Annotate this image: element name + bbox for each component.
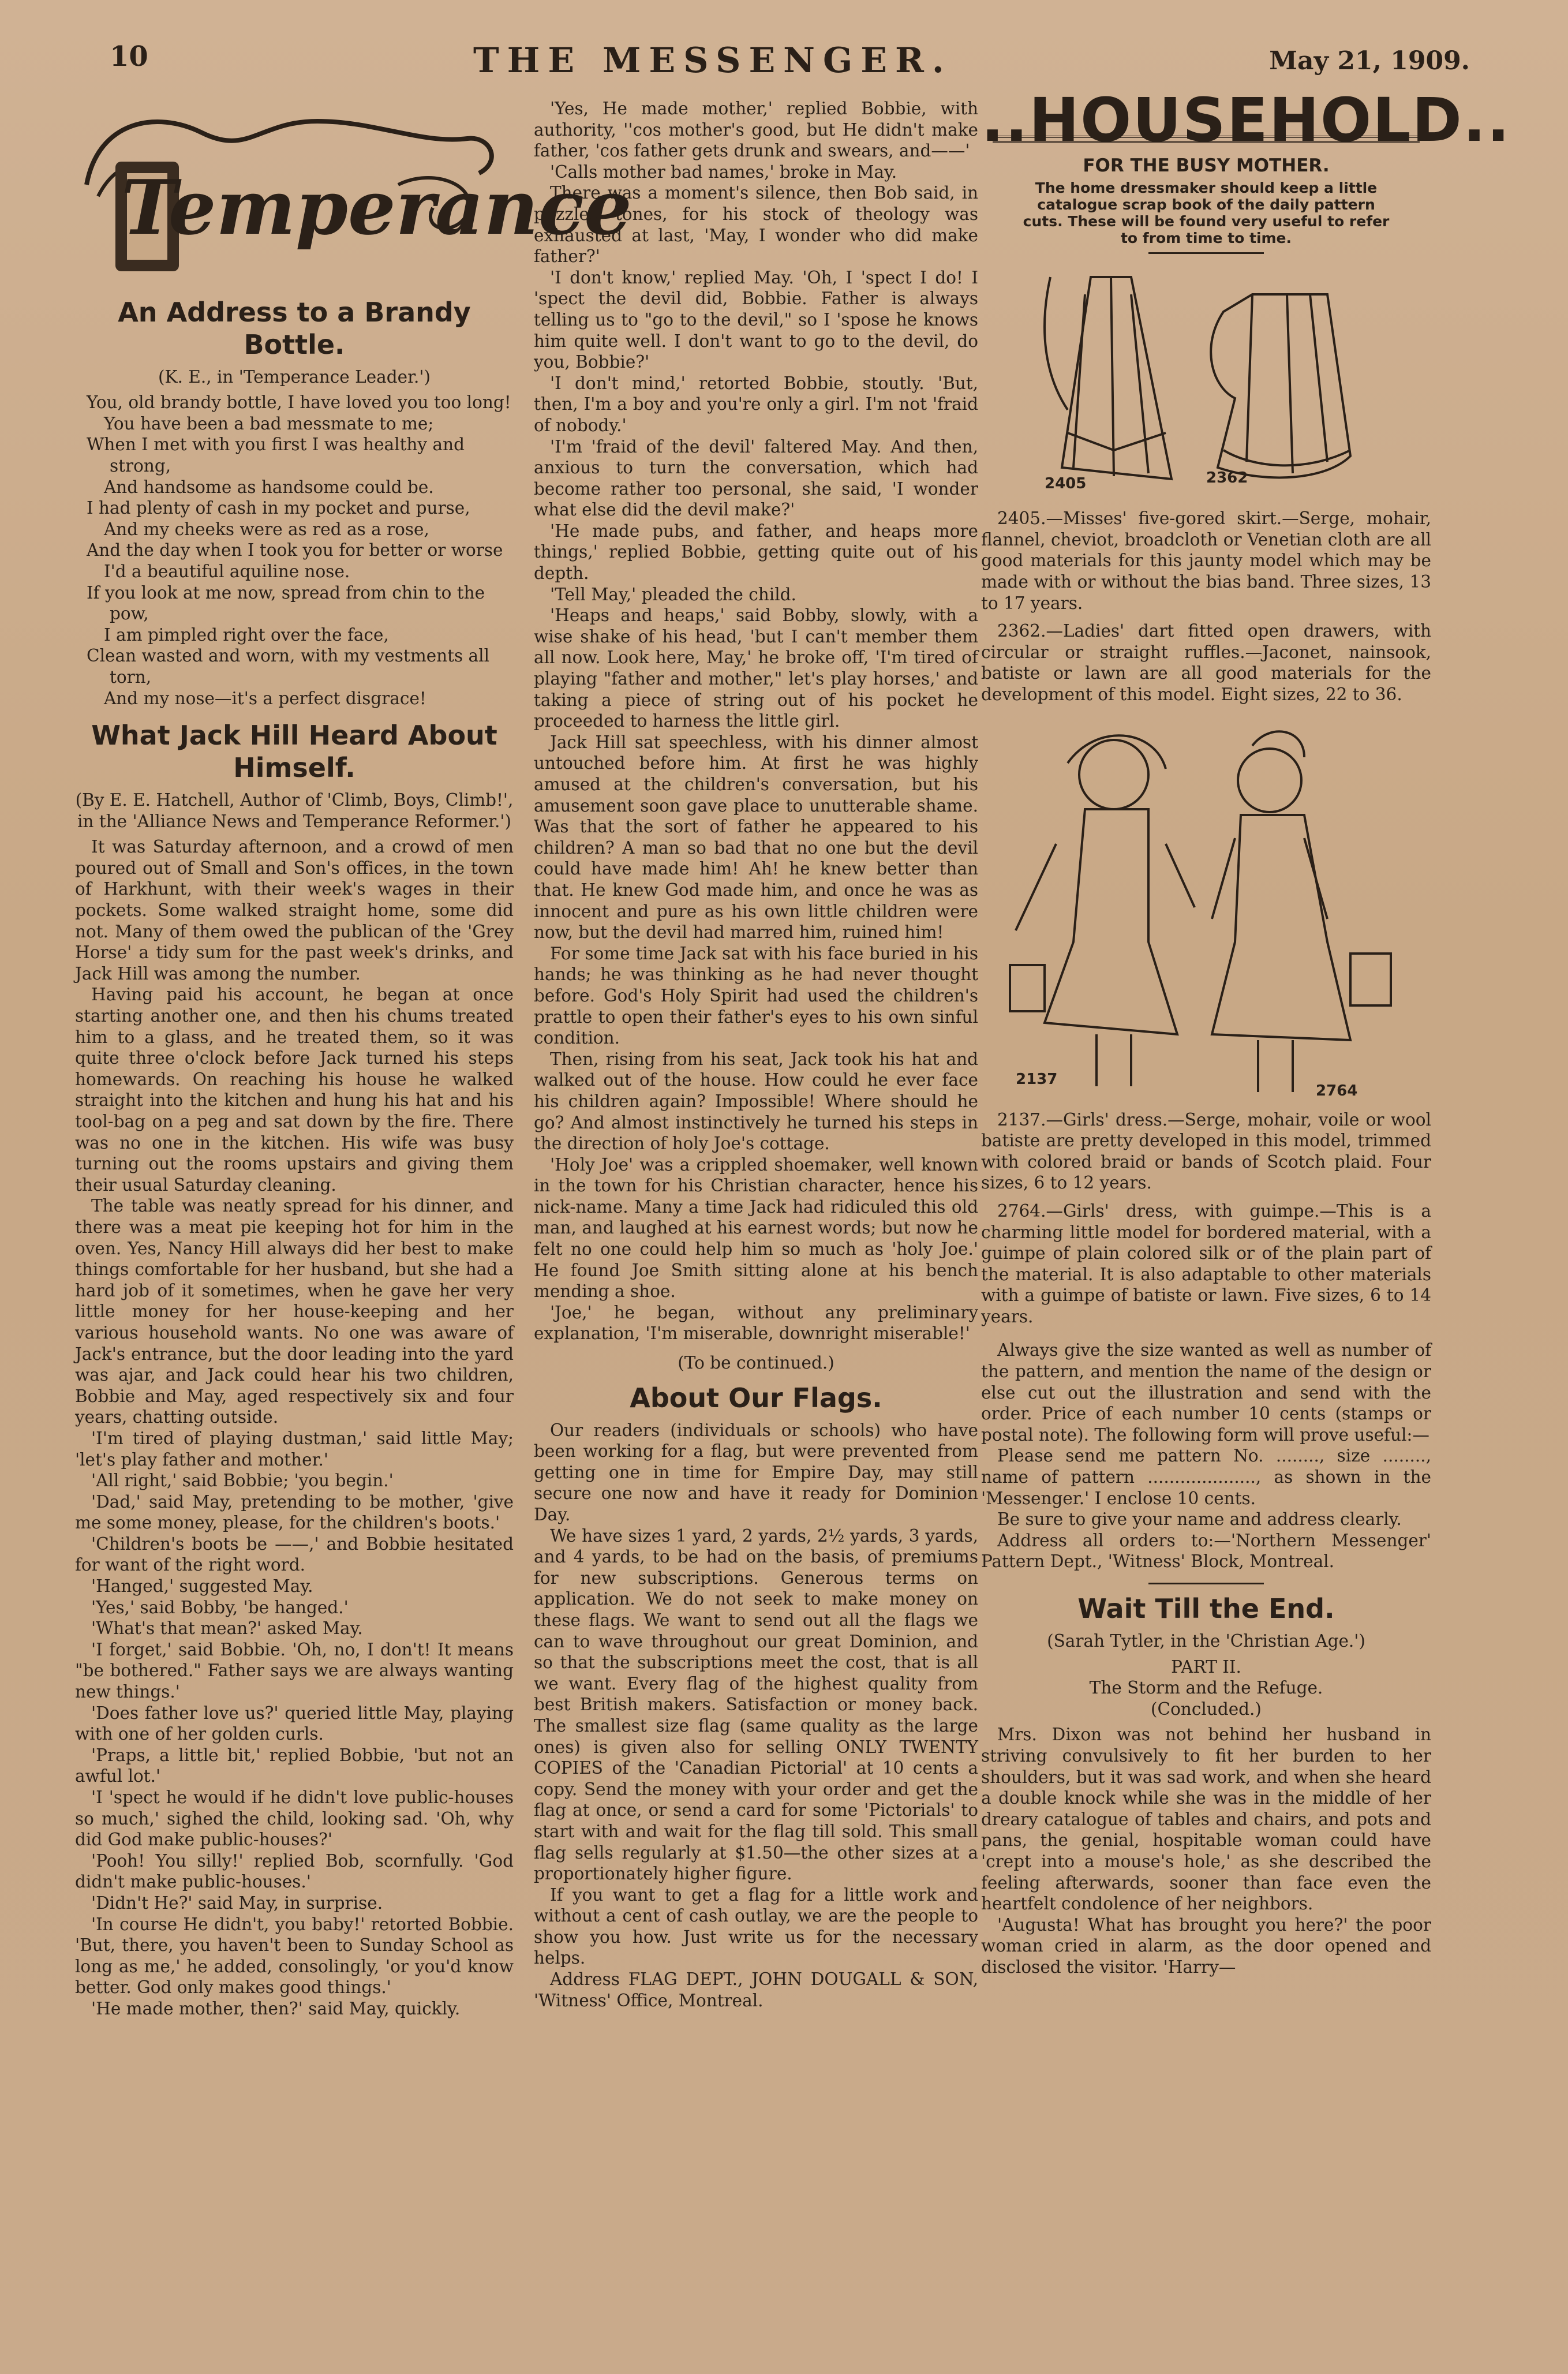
paragraph: There was a moment's silence, then Bob said, in puzzled tones, for his stock of theology was exhausted at last, 'May, I wonder who did make father?' bbox=[534, 183, 978, 267]
paragraph: The table was neatly spread for his dinner, and there was a meat pie keeping hot for him in the oven. Yes, Nancy Hill always did her best to make things comfortable for her husband, but she had a hard job of it sometimes, when he gave her very little money for her house-keeping and her various household wants. No one was aware of Jack's entrance, but the door leading into the yard was ajar, and Jack could hear his two children, Bobbie and May, aged respectively six and four years, chatting outside. bbox=[75, 1196, 514, 1427]
paragraph: 'He made pubs, and father, and heaps more things,' replied Bobbie, getting quite out of his depth. bbox=[534, 521, 978, 584]
paragraph: 'Pooh! You silly!' replied Bob, scornfully. 'God didn't make public-houses.' bbox=[75, 1850, 514, 1892]
page-header bbox=[104, 40, 1470, 87]
paragraph: 'Does father love us?' queried little May, playing with one of her golden curls. bbox=[75, 1703, 514, 1744]
pattern-drawing bbox=[981, 260, 1431, 502]
paragraph: 'I'm 'fraid of the devil' faltered May. And then, anxious to turn the conversation, which had become rather too personal, she said, 'I wonder what else did the devil make?' bbox=[534, 436, 978, 520]
order-instructions bbox=[981, 1340, 1431, 1572]
wait-title: Wait Till the End. bbox=[1077, 1593, 1335, 1624]
paragraph: 'Yes, He made mother,' replied Bobbie, with authority, ''cos mother's good, but He didn't make father, 'cos father gets drunk and swears, and——' bbox=[534, 99, 978, 161]
issue-date: May 21, 1909. bbox=[1269, 46, 1470, 76]
paper-title: THE MESSENGER. bbox=[473, 40, 952, 81]
paragraph: Our readers (individuals or schools) who have been working for a flag, but were prevented from getting one in time for Empire Day, may still secure one now and have it ready for Dominion Day. bbox=[534, 1420, 978, 1524]
poem-line: And the day when I took you for better or worse bbox=[87, 540, 503, 560]
poem-line: And my cheeks were as red as a rose, bbox=[104, 519, 429, 539]
paragraph: 'Augusta! What has brought you here?' the poor woman cried in alarm, as the door opened and disclosed the visitor. 'Harry— bbox=[981, 1915, 1431, 1977]
skirt-illustration bbox=[981, 260, 1431, 502]
paragraph: 'I forget,' said Bobbie. 'Oh, no, I don't! It means "be bothered." Father says we are always wanting new things.' bbox=[75, 1639, 514, 1702]
story-title: What Jack Hill Heard About Himself. bbox=[91, 720, 497, 784]
paragraph: Please send me pattern No. ........, size ........, name of pattern ...................., as shown in the 'Messenger.' I enclose 10 cents. bbox=[981, 1446, 1431, 1508]
column-2 bbox=[534, 98, 978, 2011]
logo-text: Temperance bbox=[121, 163, 632, 252]
paragraph: 'Yes,' said Bobby, 'be hanged.' bbox=[91, 1597, 349, 1617]
page-number: 10 bbox=[110, 40, 148, 73]
paragraph: 'Dad,' said May, pretending to be mother, 'give me some money, please, for the children's boots.' bbox=[75, 1491, 514, 1533]
paragraph: 'Joe,' he began, without any preliminary explanation, 'I'm miserable, downright miserable!' bbox=[534, 1302, 978, 1344]
poem-title: An Address to a Brandy Bottle. bbox=[118, 296, 471, 360]
paragraph: 'I don't mind,' retorted Bobbie, stoutly. 'But, then, I'm a boy and you're only a girl. I'm not 'fraid of nobody.' bbox=[534, 373, 978, 435]
paragraph: It was Saturday afternoon, and a crowd of men poured out of Small and Son's offices, in the town of Harkhunt, with their week's wages in their pockets. Some walked straight home, some did not. Many of them owed the publican of the 'Grey Horse' a tidy sum for the past week's drinks, and Jack Hill was among the number. bbox=[75, 837, 514, 984]
paragraph: For some time Jack sat with his face buried in his hands; he was thinking as he had never thought before. God's Holy Spirit had used the children's prattle to open their father's eyes to his own sinful condition. bbox=[534, 943, 978, 1048]
wait-subtitle: The Storm and the Refuge. bbox=[1089, 1678, 1323, 1698]
paragraph: 'Praps, a little bit,' replied Bobbie, 'but not an awful lot.' bbox=[75, 1745, 514, 1786]
paragraph: 'Children's boots be ——,' and Bobbie hesitated for want of the right word. bbox=[75, 1534, 514, 1575]
poem-byline: (K. E., in 'Temperance Leader.') bbox=[158, 367, 431, 387]
poem-line: You, old brandy bottle, I have loved you too long! bbox=[87, 392, 511, 413]
wait-body bbox=[981, 1724, 1431, 1977]
paragraph: 'Heaps and heaps,' said Bobby, slowly, with a wise shake of his head, 'but I can't member them all now. Look here, May,' he broke off, 'I'm tired of playing "father and mother," let's play horses,' and taking a piece of string out of his pocket he proceeded to harness the little girl. bbox=[534, 605, 978, 731]
paragraph: Then, rising from his seat, Jack took his hat and walked out of the house. How could he ever face his children again? Impossible! Where should he go? And almost instinctively he turned his steps in the direction of holy Joe's cottage. bbox=[534, 1049, 978, 1154]
poem-line: I am pimpled right over the face, bbox=[104, 625, 389, 645]
poem-line: Clean wasted and worn, with my vestments all torn, bbox=[87, 646, 490, 687]
wait-part: PART II. bbox=[1171, 1657, 1241, 1677]
paragraph: 'Tell May,' pleaded the child. bbox=[550, 584, 796, 604]
paragraph: 2362.—Ladies' dart fitted open drawers, with circular or straight ruffles.—Jaconet, nainsook, batiste or lawn are all good materials for the development of this model. Eight sizes, 22 to 36. bbox=[981, 621, 1431, 704]
busy-mother-subhead: FOR THE BUSY MOTHER. bbox=[1083, 155, 1330, 176]
paragraph: 'Hanged,' suggested May. bbox=[91, 1576, 313, 1597]
poem-line: I'd a beautiful aquiline nose. bbox=[104, 561, 350, 581]
story-body bbox=[75, 836, 514, 2019]
paragraph: Having paid his account, he began at once starting another one, and then his chums treated him to a glass, and he treated them, so it was quite three o'clock before Jack turned his steps homewards. On reaching his house he walked straight into the kitchen and hung his hat and his tool-bag on a peg and sat down by the fire. There was no one in the kitchen. His wife was busy turning out the rooms upstairs and giving them their usual Saturday cleaning. bbox=[75, 985, 514, 1195]
dressmaker-tip: The home dressmaker should keep a little catalogue scrap book of the daily pattern cuts. These will be found very useful to refer to from time to time. bbox=[1023, 180, 1390, 247]
poem-line: If you look at me now, spread from chin to the pow, bbox=[87, 582, 485, 624]
paragraph: 2405.—Misses' five-gored skirt.—Serge, mohair, flannel, cheviot, broadcloth or Venetian cloth are all good materials for this jaunty model which may be made with or without the bias band. Three sizes, 13 to 17 years. bbox=[981, 509, 1431, 613]
paragraph: Always give the size wanted as well as number of the pattern, and mention the name of the design or else cut out the illustration and send with the order. Price of each number 10 cents (stamps or postal note). The following form will prove useful:— bbox=[981, 1340, 1431, 1445]
paragraph: 'All right,' said Bobbie; 'you begin.' bbox=[91, 1471, 394, 1491]
paragraph: 'Didn't He?' said May, in surprise. bbox=[91, 1893, 383, 1913]
paragraph: Be sure to give your name and address clearly. bbox=[997, 1509, 1402, 1530]
poem-line: When I met with you first I was healthy and strong, bbox=[87, 435, 465, 476]
paragraph: Address all orders to:—'Northern Messenger' Pattern Dept., 'Witness' Block, Montreal. bbox=[981, 1530, 1431, 1572]
paragraph: 2764.—Girls' dress, with guimpe.—This is a charming little model for bordered material, with a guimpe of plain colored silk or of the plain part of the material. It is also adaptable to other materials with a guimpe of batiste or lawn. Five sizes, 6 to 14 years. bbox=[981, 1201, 1431, 1326]
poem-line: You have been a bad messmate to me; bbox=[104, 413, 434, 433]
paragraph: 'He made mother, then?' said May, quickly. bbox=[91, 1998, 461, 2018]
wait-concluded: (Concluded.) bbox=[1151, 1699, 1262, 1719]
temperance-logo bbox=[75, 98, 632, 283]
paragraph: 'I 'spect he would if he didn't love public-houses so much,' sighed the child, looking sad. 'Oh, why did God make public-houses?' bbox=[75, 1788, 514, 1850]
paragraph: 'Calls mother bad names,' broke in May. bbox=[550, 162, 897, 182]
figure-label: 2362 bbox=[1206, 469, 1248, 487]
poem bbox=[75, 392, 514, 709]
paragraph: 'Holy Joe' was a crippled shoemaker, well known in the town for his Christian character, hence his nick-name. Many a time Jack had ridiculed this old man, and laughed at his earnest words; but now he felt no one could help him so much as 'holy Joe.' He found Joe Smith sitting alone at his bench mending a shoe. bbox=[534, 1154, 978, 1302]
household-title: ..HOUSEHOLD.. bbox=[981, 85, 1511, 155]
paragraph: If you want to get a flag for a little work and without a cent of cash outlay, we are the people to show you how. Just write us for the necessary helps. bbox=[534, 1885, 978, 1968]
to-be-continued: (To be continued.) bbox=[678, 1353, 834, 1373]
column-1 bbox=[75, 98, 632, 2020]
figure-label: 2764 bbox=[1316, 1082, 1358, 1100]
figure-label: 2137 bbox=[1016, 1070, 1058, 1088]
wait-byline: (Sarah Tytler, in the 'Christian Age.') bbox=[1047, 1631, 1365, 1651]
paragraph: Address FLAG DEPT., JOHN DOUGALL & SON, 'Witness' Office, Montreal. bbox=[534, 1969, 978, 2010]
story-byline: (By E. E. Hatchell, Author of 'Climb, Boys, Climb!', in the 'Alliance News and Temperance Reformer.') bbox=[75, 790, 514, 831]
paragraph: 'In course He didn't, you baby!' retorted Bobbie. 'But, there, you haven't been to Sunday School as long as me,' he added, consolingly, 'or you'd know better. God only makes good things.' bbox=[75, 1914, 514, 1998]
girls-dress-illustration bbox=[981, 711, 1431, 1104]
flags-body bbox=[534, 1420, 978, 2012]
flags-title: About Our Flags. bbox=[630, 1382, 882, 1414]
poem-line: And handsome as handsome could be. bbox=[104, 477, 434, 497]
divider bbox=[1148, 1583, 1264, 1584]
column-3 bbox=[981, 85, 1511, 1978]
paragraph: Mrs. Dixon was not behind her husband in striving convulsively to fit her burden to her shoulders, but it was sad work, and when she heard a double knock while she was in the middle of her dreary catalogue of tables and chairs, and pots and pans, the genial, hospitable woman could have 'crept into a mouse's hole,' as she described the feeling afterwards, sooner than face even the heartfelt condolence of her neighbors. bbox=[981, 1725, 1431, 1914]
paragraph: 2137.—Girls' dress.—Serge, mohair, voile or wool batiste are pretty developed in this model, trimmed with colored braid or bands of Scotch plaid. Four sizes, 6 to 12 years. bbox=[981, 1109, 1431, 1193]
paragraph: We have sizes 1 yard, 2 yards, 2½ yards, 3 yards, and 4 yards, to be had on the basis, of premiums for new subscriptions. Generous terms on application. We do not seek to make money on these flags. We want to send out all the flags we can to wave throughout our great Dominion, and so that the subscriptions meet the cost, that is all we want. Every flag of the highest quality from best British makers. Satisfaction or money back. The smallest size flag (same quality as the large ones) is given also for selling ONLY TWENTY COPIES of the 'Canadian Pictorial' at 10 cents a copy. Send the money with your order and get the flag at once, or send a card for some 'Pictorials' to start with and wait for the flag till sold. This small flag sells regularly at $1.50—the other sizes at a proportionately higher figure. bbox=[534, 1526, 978, 1884]
paragraph: 'I'm tired of playing dustman,' said little May; 'let's play father and mother.' bbox=[75, 1428, 514, 1470]
poem-line: I had plenty of cash in my pocket and purse, bbox=[87, 498, 470, 518]
poem-line: And my nose—it's a perfect disgrace! bbox=[104, 688, 426, 708]
pattern-drawing bbox=[981, 711, 1431, 1104]
figure-label: 2405 bbox=[1045, 475, 1087, 493]
paragraph: Jack Hill sat speechless, with his dinner almost untouched before him. At first he was highly amused at the children's conversation, but his amusement soon gave place to unutterable shame. Was that the sort of father he appeared to his children? A man so bad that no one but the devil could have made him! Ah! he knew better than that. He knew God made him, and once he was as innocent and pure as his own little children were now, but the devil had marred him, ruined him! bbox=[534, 732, 978, 943]
story-continuation bbox=[534, 98, 978, 1344]
paragraph: 'What's that mean?' asked May. bbox=[91, 1618, 363, 1639]
divider bbox=[1148, 252, 1264, 254]
paragraph: 'I don't know,' replied May. 'Oh, I 'spect I do! I 'spect the devil did, Bobbie. Father is always telling us to "go to the devil," so I 'spose he knows him quite well. I don't want to go to the devil, do you, Bobbie?' bbox=[534, 267, 978, 372]
